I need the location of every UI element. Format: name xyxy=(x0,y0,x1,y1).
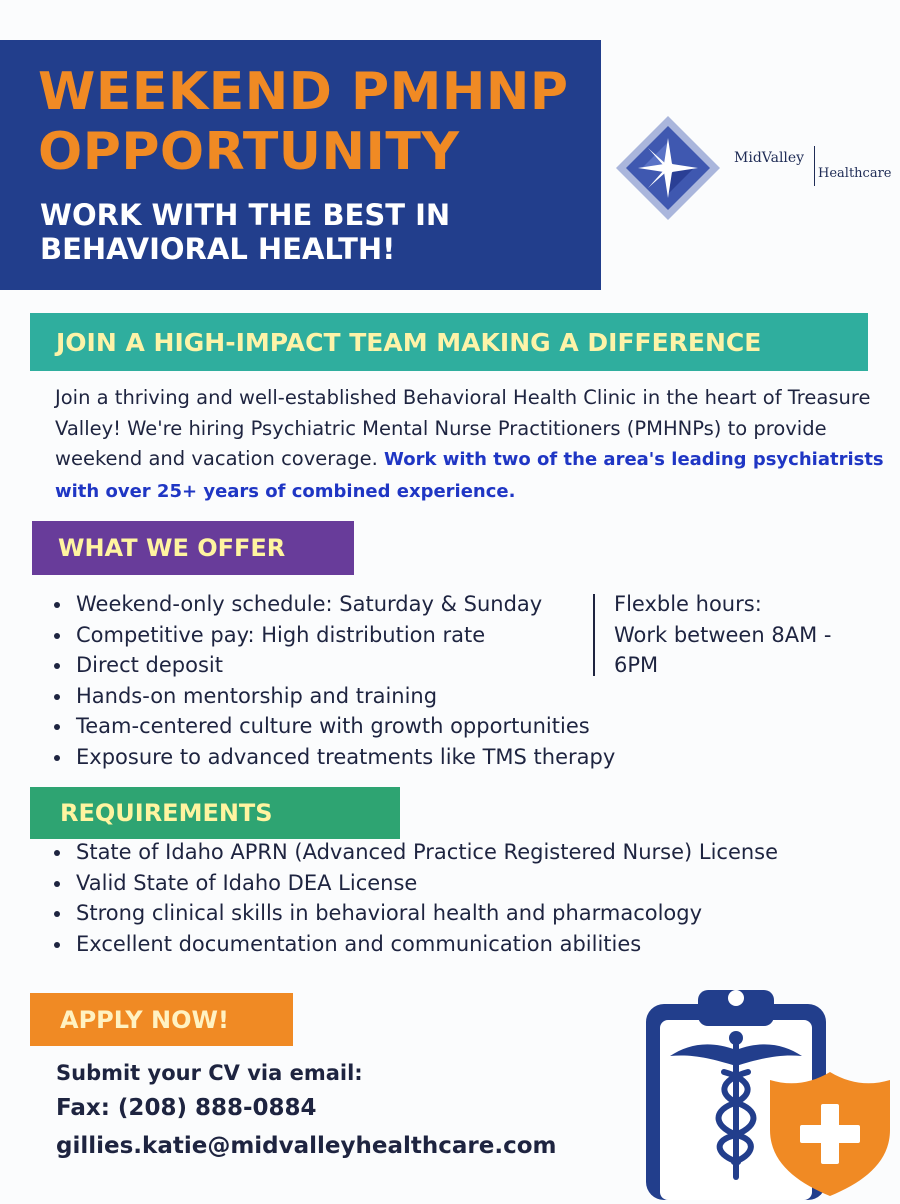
logo-divider xyxy=(814,146,815,186)
contact-email[interactable]: gillies.katie@midvalleyhealthcare.com xyxy=(56,1133,557,1159)
offer-section-heading xyxy=(32,521,354,575)
list-item: Hands-on mentorship and training xyxy=(52,681,615,712)
list-item: Valid State of Idaho DEA License xyxy=(52,868,778,899)
offer-heading-text: WHAT WE OFFER xyxy=(58,534,286,562)
page-subtitle: WORK WITH THE BEST IN BEHAVIORAL HEALTH! xyxy=(40,198,451,266)
requirements-section-heading xyxy=(30,787,400,839)
star-diamond-icon xyxy=(612,112,732,224)
logo-name-part1: MidValley xyxy=(734,150,805,166)
logo-name-part2: Healthcare xyxy=(818,166,892,181)
offer-list xyxy=(52,589,615,772)
intro-highlight: Work with two of the area's leading psychiatrists with over 25+ years of combined experience. xyxy=(55,449,884,502)
flex-hours-divider xyxy=(593,594,595,676)
list-item: Competitive pay: High distribution rate xyxy=(52,620,615,651)
requirements-list xyxy=(52,837,778,959)
intro-body: Join a thriving and well-established Behavioral Health Clinic in the heart of Treasure Valley! We're hiring Psychiatric Mental Nurse Practitioners (PMHNPs) to provide weekend and vacation coverage. xyxy=(55,386,871,470)
apply-instruction: Submit your CV via email: xyxy=(56,1061,363,1085)
clipboard-illustration xyxy=(640,980,900,1200)
page-title: WEEKEND PMHNP OPPORTUNITY xyxy=(38,62,569,182)
apply-heading-text: APPLY NOW! xyxy=(60,1005,229,1034)
clipboard-caduceus-shield-icon xyxy=(640,980,900,1200)
flex-hours-title: Flexble hours: xyxy=(614,592,762,616)
list-item: State of Idaho APRN (Advanced Practice Registered Nurse) License xyxy=(52,837,778,868)
intro-paragraph xyxy=(55,383,895,507)
fax-number: Fax: (208) 888-0884 xyxy=(56,1095,317,1121)
list-item: Team-centered culture with growth opportunities xyxy=(52,711,615,742)
team-section-heading xyxy=(30,313,868,371)
list-item: Weekend-only schedule: Saturday & Sunday xyxy=(52,589,615,620)
requirements-heading-text: REQUIREMENTS xyxy=(60,799,273,827)
team-heading-text: JOIN A HIGH-IMPACT TEAM MAKING A DIFFERENCE xyxy=(56,327,762,357)
list-item: Strong clinical skills in behavioral health and pharmacology xyxy=(52,898,778,929)
header-banner xyxy=(0,40,601,290)
apply-section-heading xyxy=(30,993,293,1046)
list-item: Direct deposit xyxy=(52,650,615,681)
flex-hours-note xyxy=(614,589,864,681)
flex-hours-detail: Work between 8AM - 6PM xyxy=(614,622,832,677)
list-item: Exposure to advanced treatments like TMS therapy xyxy=(52,742,615,773)
list-item: Excellent documentation and communication abilities xyxy=(52,929,778,960)
company-logo xyxy=(612,112,897,224)
